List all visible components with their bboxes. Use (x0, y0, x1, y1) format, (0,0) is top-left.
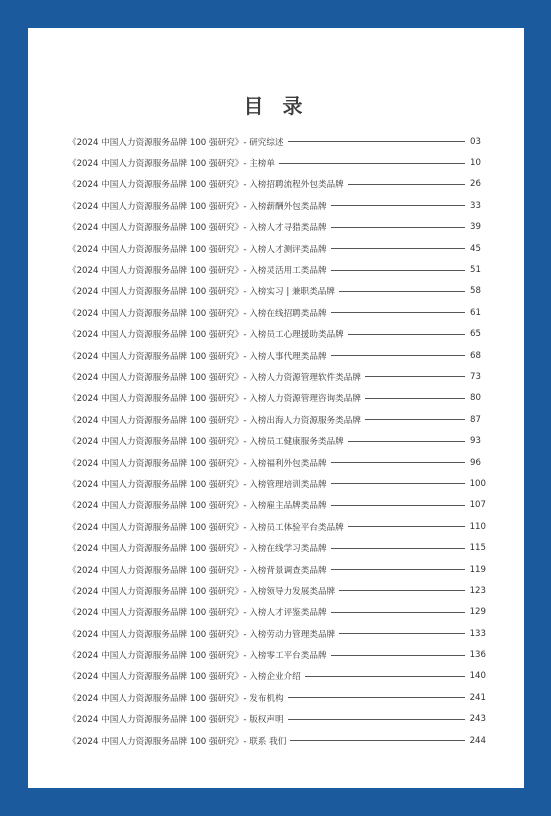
toc-entry-page: 61 (470, 307, 481, 318)
toc-entry-page: 10 (470, 158, 481, 169)
toc-entry-page: 241 (469, 692, 486, 703)
toc-entry-label: 《2024 中国人力资源服务品牌 100 强研究》- 入榜背景调查类品牌 (68, 565, 327, 576)
toc-leader-line (348, 184, 465, 185)
toc-leader-line (331, 248, 465, 249)
toc-entry-label: 《2024 中国人力资源服务品牌 100 强研究》- 发布机构 (68, 693, 284, 704)
toc-entry-page: 68 (470, 350, 481, 361)
toc-entry[interactable] (68, 537, 486, 558)
toc-leader-line (331, 312, 465, 313)
toc-entry[interactable] (68, 730, 486, 751)
toc-entry-label: 《2024 中国人力资源服务品牌 100 强研究》- 入榜员工心理援助类品牌 (68, 330, 344, 341)
toc-leader-line (331, 569, 465, 570)
toc-entry-label: 《2024 中国人力资源服务品牌 100 强研究》- 入榜员工健康服务类品牌 (68, 437, 344, 448)
toc-leader-line (331, 612, 465, 613)
toc-entry[interactable] (68, 580, 486, 601)
toc-leader-line (348, 334, 465, 335)
toc-leader-line (365, 419, 465, 420)
toc-leader-line (305, 676, 465, 677)
toc-entry[interactable] (68, 366, 486, 387)
toc-leader-line (288, 141, 465, 142)
toc-entry-label: 《2024 中国人力资源服务品牌 100 强研究》- 联系 我们 (68, 736, 287, 747)
toc-entry-page: 243 (469, 714, 486, 725)
toc-entry-label: 《2024 中国人力资源服务品牌 100 强研究》- 入榜人才寻猎类品牌 (68, 223, 327, 234)
toc-leader-line (288, 697, 465, 698)
toc-entry-page: 39 (470, 222, 481, 233)
toc-entry-page: 123 (469, 585, 486, 596)
toc-entry-label: 《2024 中国人力资源服务品牌 100 强研究》- 入榜出海人力资源服务类品牌 (68, 415, 361, 426)
toc-leader-line (331, 462, 465, 463)
toc-entry[interactable] (68, 217, 486, 238)
toc-entry[interactable] (68, 174, 486, 195)
toc-entry-label: 《2024 中国人力资源服务品牌 100 强研究》- 入榜领导力发展类品牌 (68, 586, 336, 597)
toc-entry-page: 33 (470, 200, 481, 211)
toc-entry-label: 《2024 中国人力资源服务品牌 100 强研究》- 入榜企业介绍 (68, 672, 301, 683)
toc-leader-line (339, 633, 464, 634)
toc-leader-line (331, 355, 465, 356)
toc-entry[interactable] (68, 687, 486, 708)
toc-entry-page: 136 (469, 650, 486, 661)
toc-entry-label: 《2024 中国人力资源服务品牌 100 强研究》- 入榜零工平台类品牌 (68, 651, 327, 662)
toc-entry[interactable] (68, 709, 486, 730)
toc-leader-line (290, 740, 464, 741)
toc-leader-line (348, 441, 465, 442)
toc-entry[interactable] (68, 602, 486, 623)
toc-entry-page: 65 (470, 329, 481, 340)
toc-entry-label: 《2024 中国人力资源服务品牌 100 强研究》- 入榜人事代理类品牌 (68, 351, 327, 362)
toc-entry-page: 93 (470, 436, 481, 447)
toc-entry-page: 58 (470, 286, 481, 297)
toc-entry[interactable] (68, 281, 486, 302)
toc-entry-page: 100 (469, 478, 486, 489)
toc-entry[interactable] (68, 623, 486, 644)
toc-entry-label: 《2024 中国人力资源服务品牌 100 强研究》- 研究综述 (68, 137, 284, 148)
page-title: 目 录 (243, 94, 309, 118)
toc-leader-line (365, 398, 465, 399)
toc-entry-label: 《2024 中国人力资源服务品牌 100 强研究》- 入榜管理培训类品牌 (68, 479, 327, 490)
toc-leader-line (365, 376, 465, 377)
toc-entry-page: 107 (469, 500, 486, 511)
toc-entry[interactable] (68, 666, 486, 687)
toc-entry-page: 26 (470, 179, 481, 190)
toc-entry[interactable] (68, 324, 486, 345)
toc-entry[interactable] (68, 345, 486, 366)
toc-entry-label: 《2024 中国人力资源服务品牌 100 强研究》- 入榜员工体验平台类品牌 (68, 522, 344, 533)
toc-leader-line (348, 526, 465, 527)
toc-entry-label: 《2024 中国人力资源服务品牌 100 强研究》- 入榜在线招聘类品牌 (68, 308, 327, 319)
toc-entry-label: 《2024 中国人力资源服务品牌 100 强研究》- 入榜福利外包类品牌 (68, 458, 327, 469)
toc-entry[interactable] (68, 409, 486, 430)
toc-entry[interactable] (68, 559, 486, 580)
toc-entry[interactable] (68, 302, 486, 323)
toc-leader-line (288, 719, 465, 720)
toc-entry-label: 《2024 中国人力资源服务品牌 100 强研究》- 入榜人力资源管理软件类品牌 (68, 372, 361, 383)
toc-entry-page: 80 (470, 393, 481, 404)
toc-entry[interactable] (68, 388, 486, 409)
toc-entry-label: 《2024 中国人力资源服务品牌 100 强研究》- 入榜在线学习类品牌 (68, 544, 327, 555)
toc-entry[interactable] (68, 644, 486, 665)
toc-entry-label: 《2024 中国人力资源服务品牌 100 强研究》- 入榜实习 | 兼职类品牌 (68, 287, 335, 298)
toc-entry[interactable] (68, 495, 486, 516)
toc-entry-page: 73 (470, 371, 481, 382)
toc-entry-page: 244 (469, 735, 486, 746)
toc-entry-page: 115 (469, 543, 486, 554)
toc-entry-page: 119 (469, 564, 486, 575)
toc-entry[interactable] (68, 238, 486, 259)
toc-entry[interactable] (68, 259, 486, 280)
toc-entry-label: 《2024 中国人力资源服务品牌 100 强研究》- 入榜人力资源管理咨询类品牌 (68, 394, 361, 405)
toc-leader-line (331, 227, 465, 228)
toc-entry-page: 03 (470, 136, 481, 147)
toc-entry-label: 《2024 中国人力资源服务品牌 100 强研究》- 入榜雇主品牌类品牌 (68, 501, 327, 512)
toc-leader-line (331, 655, 465, 656)
toc-entry-label: 《2024 中国人力资源服务品牌 100 强研究》- 版权声明 (68, 715, 284, 726)
toc-entry-page: 140 (469, 671, 486, 682)
table-of-contents (68, 131, 486, 751)
toc-entry-page: 45 (470, 243, 481, 254)
toc-leader-line (331, 270, 465, 271)
toc-entry[interactable] (68, 152, 486, 173)
toc-entry-page: 96 (470, 457, 481, 468)
toc-entry-page: 51 (470, 265, 481, 276)
toc-entry[interactable] (68, 131, 486, 152)
toc-entry-label: 《2024 中国人力资源服务品牌 100 强研究》- 入榜人才测评类品牌 (68, 244, 327, 255)
toc-leader-line (339, 291, 465, 292)
toc-entry[interactable] (68, 452, 486, 473)
toc-entry-label: 《2024 中国人力资源服务品牌 100 强研究》- 入榜灵活用工类品牌 (68, 266, 327, 277)
toc-leader-line (331, 205, 465, 206)
toc-entry[interactable] (68, 516, 486, 537)
toc-entry-label: 《2024 中国人力资源服务品牌 100 强研究》- 入榜薪酬外包类品牌 (68, 201, 327, 212)
document-page (28, 28, 524, 788)
toc-entry[interactable] (68, 195, 486, 216)
toc-entry[interactable] (68, 473, 486, 494)
toc-leader-line (331, 483, 465, 484)
toc-leader-line (279, 163, 465, 164)
toc-entry-page: 133 (469, 628, 486, 639)
toc-entry-page: 129 (469, 607, 486, 618)
toc-entry-page: 110 (469, 521, 486, 532)
toc-leader-line (331, 548, 465, 549)
toc-entry-label: 《2024 中国人力资源服务品牌 100 强研究》- 入榜人才评鉴类品牌 (68, 608, 327, 619)
toc-entry-label: 《2024 中国人力资源服务品牌 100 强研究》- 入榜劳动力管理类品牌 (68, 629, 336, 640)
toc-entry[interactable] (68, 430, 486, 451)
toc-entry-page: 87 (470, 414, 481, 425)
toc-entry-label: 《2024 中国人力资源服务品牌 100 强研究》- 主榜单 (68, 159, 275, 170)
toc-leader-line (339, 590, 464, 591)
toc-leader-line (331, 505, 465, 506)
toc-entry-label: 《2024 中国人力资源服务品牌 100 强研究》- 入榜招聘流程外包类品牌 (68, 180, 344, 191)
